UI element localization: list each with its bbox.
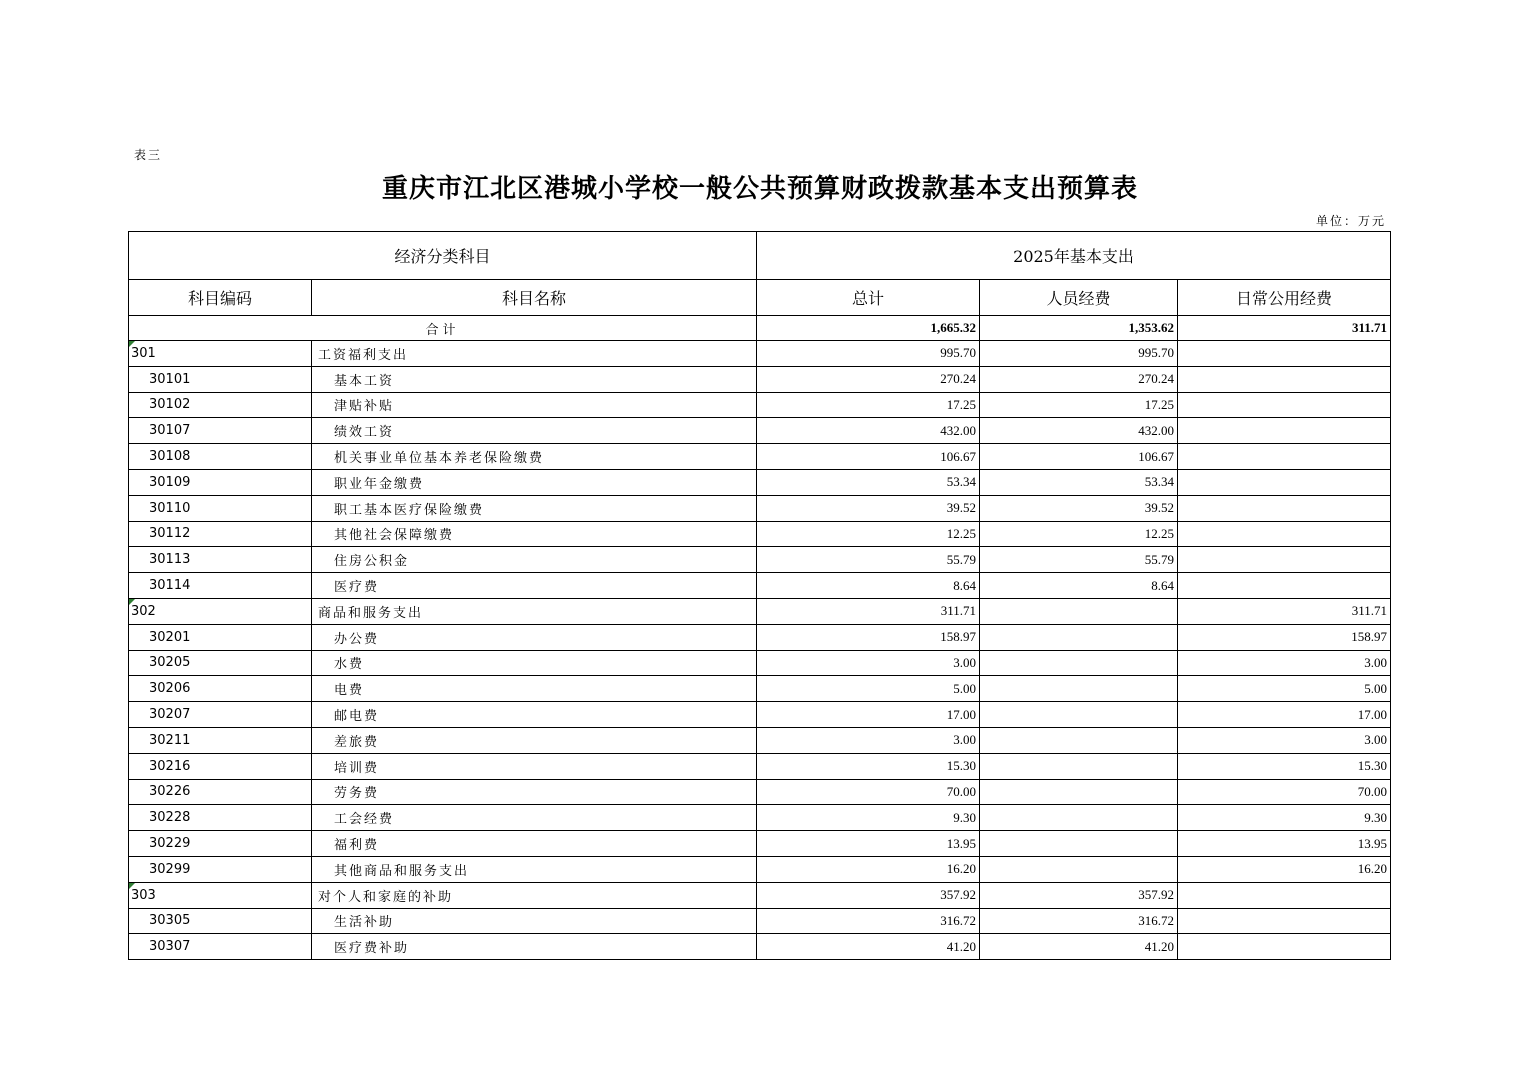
personnel-value: 8.64: [980, 573, 1178, 599]
personnel-value: [980, 779, 1178, 805]
personnel-value: [980, 676, 1178, 702]
subject-code: 30110: [129, 495, 312, 521]
table-row: [129, 495, 1391, 521]
subject-name: 工资福利支出: [312, 341, 757, 367]
subject-name: 医疗费补助: [312, 934, 757, 960]
personnel-value: 55.79: [980, 547, 1178, 573]
personnel-value: 12.25: [980, 521, 1178, 547]
public-value: [1178, 908, 1391, 934]
subject-code: 30101: [129, 366, 312, 392]
header-personnel-funds: 人员经费: [980, 280, 1178, 316]
table-row: [129, 598, 1391, 624]
personnel-value: 39.52: [980, 495, 1178, 521]
public-value: [1178, 469, 1391, 495]
subject-code: 30226: [129, 779, 312, 805]
personnel-value: 41.20: [980, 934, 1178, 960]
total-value: 9.30: [757, 805, 980, 831]
total-value: 3.00: [757, 727, 980, 753]
subject-code: 30216: [129, 753, 312, 779]
subject-code: 301: [129, 341, 312, 367]
public-value: 3.00: [1178, 650, 1391, 676]
public-value: 13.95: [1178, 831, 1391, 857]
subject-name: 办公费: [312, 624, 757, 650]
subject-code: 30107: [129, 418, 312, 444]
summary-row: [129, 316, 1391, 341]
subject-name: 机关事业单位基本养老保险缴费: [312, 444, 757, 470]
total-value: 55.79: [757, 547, 980, 573]
table-row: [129, 650, 1391, 676]
public-value: [1178, 573, 1391, 599]
cell-marker-icon: [129, 883, 135, 889]
unit-label: 单位：万元: [1315, 214, 1386, 228]
subject-name: 商品和服务支出: [312, 598, 757, 624]
subject-name: 差旅费: [312, 727, 757, 753]
subject-code: 30112: [129, 521, 312, 547]
subject-name: 对个人和家庭的补助: [312, 882, 757, 908]
personnel-value: 53.34: [980, 469, 1178, 495]
public-value: 70.00: [1178, 779, 1391, 805]
table-row: [129, 469, 1391, 495]
table-row: [129, 702, 1391, 728]
personnel-value: 316.72: [980, 908, 1178, 934]
total-value: 41.20: [757, 934, 980, 960]
table-row: [129, 676, 1391, 702]
header-subject-code: 科目编码: [129, 280, 312, 316]
subject-code: 30229: [129, 831, 312, 857]
subject-name: 职工基本医疗保险缴费: [312, 495, 757, 521]
subject-name: 电费: [312, 676, 757, 702]
header-subject-name: 科目名称: [312, 280, 757, 316]
public-value: 9.30: [1178, 805, 1391, 831]
public-value: [1178, 547, 1391, 573]
subject-name: 津贴补贴: [312, 392, 757, 418]
total-value: 270.24: [757, 366, 980, 392]
subject-code: 303: [129, 882, 312, 908]
public-value: 15.30: [1178, 753, 1391, 779]
summary-personnel: 1,353.62: [980, 316, 1178, 341]
public-value: [1178, 366, 1391, 392]
public-value: [1178, 934, 1391, 960]
table-row: [129, 341, 1391, 367]
table-row: [129, 753, 1391, 779]
table-row: [129, 779, 1391, 805]
personnel-value: 432.00: [980, 418, 1178, 444]
subject-name: 生活补助: [312, 908, 757, 934]
total-value: 13.95: [757, 831, 980, 857]
public-value: 158.97: [1178, 624, 1391, 650]
table-label: 表三: [134, 148, 163, 162]
personnel-value: 357.92: [980, 882, 1178, 908]
budget-table: [128, 231, 1391, 960]
total-value: 8.64: [757, 573, 980, 599]
total-value: 158.97: [757, 624, 980, 650]
subject-code: 30201: [129, 624, 312, 650]
personnel-value: [980, 650, 1178, 676]
header-basic-expenditure: 2025年基本支出: [757, 232, 1391, 280]
total-value: 106.67: [757, 444, 980, 470]
public-value: 311.71: [1178, 598, 1391, 624]
table-row: [129, 366, 1391, 392]
subject-name: 培训费: [312, 753, 757, 779]
personnel-value: 995.70: [980, 341, 1178, 367]
personnel-value: [980, 598, 1178, 624]
subject-code: 30207: [129, 702, 312, 728]
subject-code: 30228: [129, 805, 312, 831]
subject-name: 其他商品和服务支出: [312, 856, 757, 882]
total-value: 3.00: [757, 650, 980, 676]
public-value: [1178, 882, 1391, 908]
summary-label: 合计: [129, 316, 757, 341]
cell-marker-icon: [129, 341, 135, 347]
total-value: 53.34: [757, 469, 980, 495]
page-title: 重庆市江北区港城小学校一般公共预算财政拨款基本支出预算表: [381, 174, 1138, 204]
table-row: [129, 444, 1391, 470]
personnel-value: [980, 727, 1178, 753]
subject-name: 水费: [312, 650, 757, 676]
summary-public: 311.71: [1178, 316, 1391, 341]
table-row: [129, 805, 1391, 831]
summary-total: 1,665.32: [757, 316, 980, 341]
table-row: [129, 882, 1391, 908]
table-row: [129, 521, 1391, 547]
table-row: [129, 418, 1391, 444]
subject-name: 劳务费: [312, 779, 757, 805]
public-value: 3.00: [1178, 727, 1391, 753]
header-group-row: [129, 232, 1391, 280]
subject-code: 30113: [129, 547, 312, 573]
public-value: 17.00: [1178, 702, 1391, 728]
subject-name: 工会经费: [312, 805, 757, 831]
header-total: 总计: [757, 280, 980, 316]
public-value: [1178, 521, 1391, 547]
subject-code: 30206: [129, 676, 312, 702]
total-value: 17.25: [757, 392, 980, 418]
total-value: 12.25: [757, 521, 980, 547]
personnel-value: [980, 753, 1178, 779]
subject-code: 30108: [129, 444, 312, 470]
table-row: [129, 727, 1391, 753]
public-value: 5.00: [1178, 676, 1391, 702]
subject-code: 30102: [129, 392, 312, 418]
table-row: [129, 624, 1391, 650]
subject-name: 绩效工资: [312, 418, 757, 444]
subject-name: 基本工资: [312, 366, 757, 392]
header-column-row: [129, 280, 1391, 316]
total-value: 15.30: [757, 753, 980, 779]
subject-name: 住房公积金: [312, 547, 757, 573]
personnel-value: [980, 702, 1178, 728]
total-value: 17.00: [757, 702, 980, 728]
personnel-value: [980, 624, 1178, 650]
table-row: [129, 392, 1391, 418]
public-value: [1178, 418, 1391, 444]
table-row: [129, 573, 1391, 599]
total-value: 70.00: [757, 779, 980, 805]
total-value: 5.00: [757, 676, 980, 702]
personnel-value: 106.67: [980, 444, 1178, 470]
header-economic-category: 经济分类科目: [129, 232, 757, 280]
subject-name: 邮电费: [312, 702, 757, 728]
total-value: 39.52: [757, 495, 980, 521]
subject-code: 30211: [129, 727, 312, 753]
personnel-value: 17.25: [980, 392, 1178, 418]
subject-code: 302: [129, 598, 312, 624]
table-row: [129, 831, 1391, 857]
total-value: 995.70: [757, 341, 980, 367]
cell-marker-icon: [129, 599, 135, 605]
table-row: [129, 547, 1391, 573]
table-row: [129, 856, 1391, 882]
personnel-value: [980, 805, 1178, 831]
subject-code: 30109: [129, 469, 312, 495]
subject-name: 职业年金缴费: [312, 469, 757, 495]
subject-code: 30205: [129, 650, 312, 676]
total-value: 432.00: [757, 418, 980, 444]
personnel-value: [980, 831, 1178, 857]
subject-name: 福利费: [312, 831, 757, 857]
total-value: 16.20: [757, 856, 980, 882]
total-value: 316.72: [757, 908, 980, 934]
personnel-value: 270.24: [980, 366, 1178, 392]
table-row: [129, 934, 1391, 960]
personnel-value: [980, 856, 1178, 882]
public-value: [1178, 444, 1391, 470]
public-value: [1178, 341, 1391, 367]
subject-code: 30299: [129, 856, 312, 882]
subject-code: 30307: [129, 934, 312, 960]
subject-name: 医疗费: [312, 573, 757, 599]
table-row: [129, 908, 1391, 934]
public-value: 16.20: [1178, 856, 1391, 882]
subject-name: 其他社会保障缴费: [312, 521, 757, 547]
public-value: [1178, 392, 1391, 418]
total-value: 311.71: [757, 598, 980, 624]
header-public-funds: 日常公用经费: [1178, 280, 1391, 316]
public-value: [1178, 495, 1391, 521]
subject-code: 30114: [129, 573, 312, 599]
total-value: 357.92: [757, 882, 980, 908]
subject-code: 30305: [129, 908, 312, 934]
